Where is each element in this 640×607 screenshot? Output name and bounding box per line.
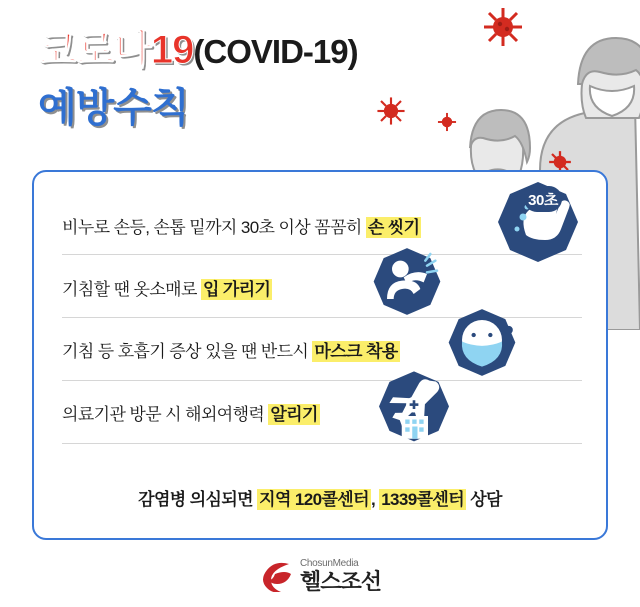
virus-particle-icon bbox=[376, 96, 406, 131]
duration-badge bbox=[524, 186, 562, 212]
tip-row bbox=[62, 381, 586, 443]
title-korean: 코로나19 bbox=[38, 28, 194, 72]
poster-title bbox=[38, 28, 358, 133]
tip-text-before: 의료기관 방문 시 해외여행력 bbox=[62, 404, 269, 424]
title-english: (COVID-19) bbox=[193, 33, 358, 70]
duration-badge-label: 30초 bbox=[528, 191, 558, 209]
footer-part1: 감염병 의심되면 bbox=[138, 490, 258, 509]
cough-sleeve-icon bbox=[367, 244, 447, 329]
footer-part2: , bbox=[370, 490, 380, 509]
tip-text-highlight: 입 가리기 bbox=[202, 279, 271, 299]
tip-text-before: 기침할 땐 옷소매로 bbox=[62, 279, 201, 299]
tip-divider bbox=[62, 443, 582, 444]
call-center-footer bbox=[34, 485, 606, 510]
logo-mark-icon bbox=[259, 560, 293, 592]
tip-text-highlight: 손 씻기 bbox=[367, 217, 420, 237]
virus-particle-icon bbox=[482, 6, 524, 53]
footer-part3: 상담 bbox=[466, 490, 502, 509]
title-line-1 bbox=[38, 28, 358, 72]
tip-text bbox=[62, 337, 400, 362]
hand-washing-icon bbox=[490, 177, 586, 278]
tip-text bbox=[62, 400, 320, 425]
tip-text-highlight: 마스크 착용 bbox=[314, 341, 398, 361]
logo-text bbox=[300, 559, 381, 593]
tip-text bbox=[62, 213, 421, 238]
prevention-tips-card bbox=[32, 170, 608, 540]
logo-main-label: 헬스조선 bbox=[299, 569, 381, 594]
tip-text-before: 기침 등 호흡기 증상 있을 땐 반드시 bbox=[62, 341, 313, 361]
title-subtitle: 예방수칙 bbox=[38, 86, 189, 130]
virus-particle-icon bbox=[437, 112, 457, 137]
chosun-media-logo bbox=[0, 559, 640, 593]
tip-text-highlight: 알리기 bbox=[270, 404, 318, 424]
tip-text bbox=[62, 275, 272, 300]
logo-top-label: ChosunMedia bbox=[299, 558, 359, 569]
footer-highlight-1339: 1339콜센터 bbox=[381, 490, 465, 509]
airplane-hospital-icon bbox=[372, 367, 456, 456]
footer-highlight-120: 지역 120콜센터 bbox=[259, 490, 369, 509]
tip-text-before: 비누로 손등, 손톱 밑까지 30초 이상 꼼꼼히 bbox=[62, 217, 366, 237]
